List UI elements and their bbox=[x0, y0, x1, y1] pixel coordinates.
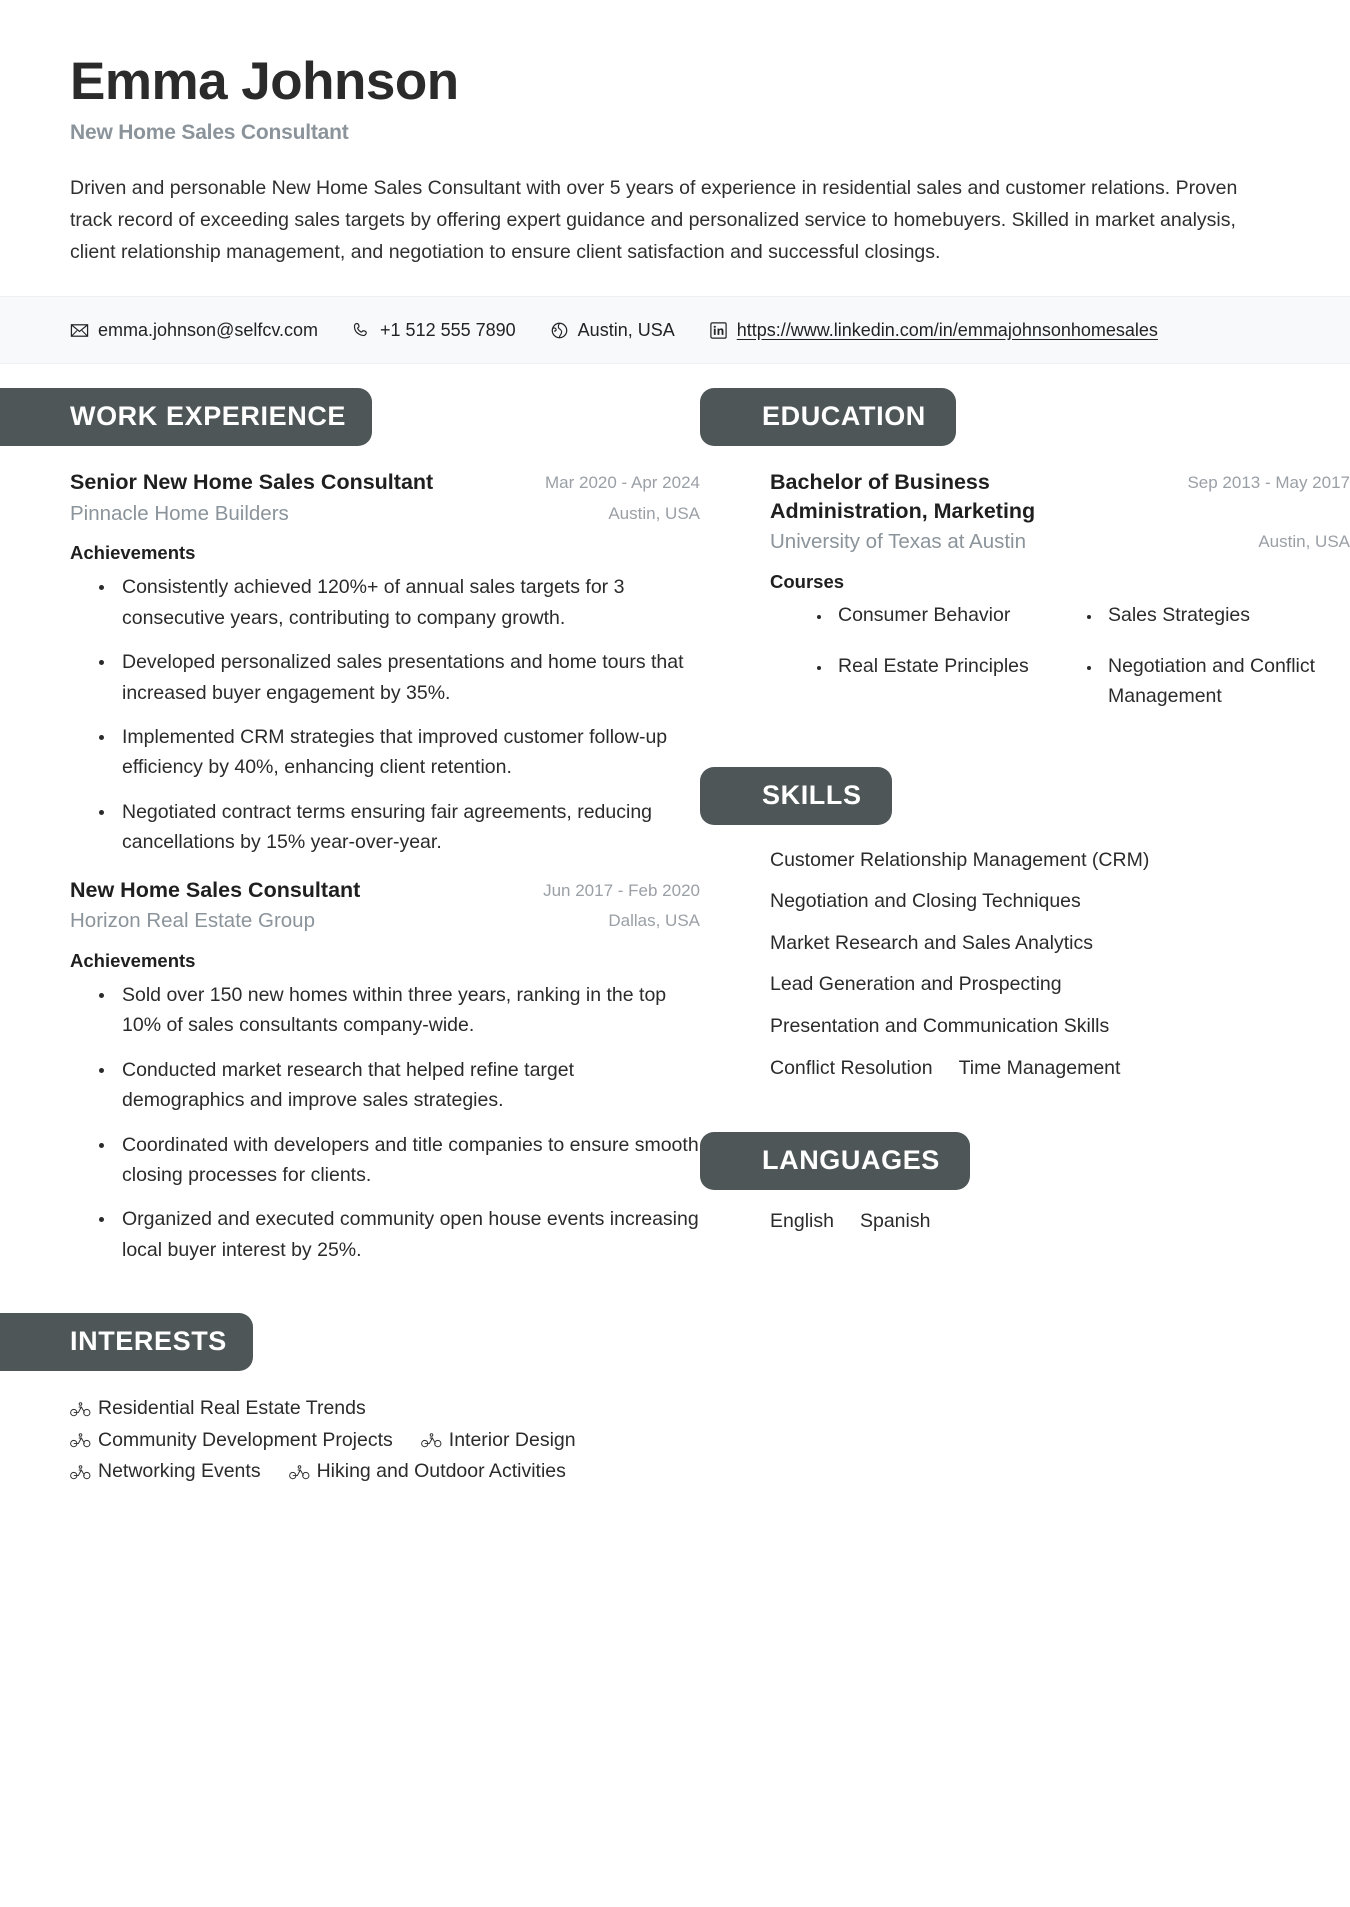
contact-linkedin[interactable] bbox=[709, 320, 1158, 341]
phone-icon bbox=[352, 321, 371, 340]
list-item: • Sold over 150 new homes within three years, ranking in the top 10% of sales consultants company-wide. bbox=[116, 980, 700, 1041]
work-entry bbox=[0, 876, 700, 1266]
section-header-languages: LANGUAGES bbox=[700, 1132, 970, 1190]
list-item: Spanish bbox=[859, 1210, 931, 1233]
bicycle-icon bbox=[70, 1401, 91, 1417]
header-job-title: New Home Sales Consultant bbox=[70, 121, 349, 145]
education-location: Austin, USA bbox=[1258, 532, 1350, 552]
contact-phone[interactable] bbox=[352, 320, 516, 341]
bicycle-icon bbox=[289, 1464, 310, 1480]
list-item bbox=[70, 1393, 366, 1425]
list-item: Lead Generation and Prospecting bbox=[770, 973, 1062, 996]
contact-email[interactable] bbox=[70, 320, 318, 341]
list-item: Presentation and Communication Skills bbox=[770, 1015, 1110, 1038]
education-school: University of Texas at Austin bbox=[770, 530, 1026, 554]
list-item: • Organized and executed community open house events increasing local buyer interest by 25%. bbox=[116, 1204, 700, 1265]
envelope-icon bbox=[70, 321, 89, 340]
achievements-list bbox=[70, 572, 700, 857]
list-item bbox=[70, 1425, 393, 1457]
interest-label: Networking Events bbox=[98, 1460, 261, 1483]
skills-list bbox=[700, 845, 1350, 1094]
list-item: Conflict Resolution bbox=[770, 1056, 933, 1079]
list-item bbox=[421, 1425, 576, 1457]
right-column bbox=[700, 388, 1350, 1488]
section-header-interests: INTERESTS bbox=[0, 1313, 253, 1371]
work-entry-date: Jun 2017 - Feb 2020 bbox=[543, 880, 700, 900]
courses-column-1 bbox=[810, 601, 1080, 733]
professional-summary: Driven and personable New Home Sales Consultant with over 5 years of experience in residential sales and customer relations. Proven track record of exceeding sales targets by offering expert guidance and personalized service to homebuyers. Skilled in market analysis, client relationship management, and negotiation to ensure client satisfaction and successful closings. bbox=[70, 177, 1238, 263]
resume-header bbox=[0, 0, 1350, 268]
education-date: Sep 2013 - May 2017 bbox=[1187, 473, 1350, 493]
education-degree: Bachelor of Business Administration, Marketing bbox=[770, 470, 1036, 523]
list-item: English bbox=[770, 1210, 834, 1233]
list-item: • Negotiated contract terms ensuring fair agreements, reducing cancellations by 15% year-over-year. bbox=[116, 797, 700, 858]
achievements-label: Achievements bbox=[70, 949, 196, 971]
work-entry-location: Austin, USA bbox=[608, 503, 700, 523]
education-entry bbox=[700, 468, 1350, 733]
section-header-skills: SKILLS bbox=[700, 767, 892, 825]
languages-section bbox=[700, 1132, 1350, 1233]
body-columns bbox=[0, 364, 1350, 1488]
contact-location-text: Austin, USA bbox=[577, 319, 675, 340]
list-item: • Negotiation and Conflict Management bbox=[1102, 652, 1350, 711]
left-column bbox=[0, 388, 700, 1488]
languages-list bbox=[700, 1210, 1350, 1233]
courses-label: Courses bbox=[770, 571, 845, 592]
list-item: Customer Relationship Management (CRM) bbox=[770, 848, 1150, 871]
interests-list bbox=[0, 1393, 620, 1488]
list-item bbox=[70, 1456, 261, 1488]
list-item bbox=[289, 1456, 566, 1488]
interest-label: Residential Real Estate Trends bbox=[98, 1397, 366, 1420]
list-item: Time Management bbox=[958, 1056, 1121, 1079]
section-header-work-experience: WORK EXPERIENCE bbox=[0, 388, 372, 446]
work-experience-section bbox=[0, 388, 700, 446]
work-entry-date: Mar 2020 - Apr 2024 bbox=[545, 473, 700, 493]
list-item: • Developed personalized sales presentations and home tours that increased buyer engagement by 35%. bbox=[116, 647, 700, 708]
list-item: Negotiation and Closing Techniques bbox=[770, 890, 1081, 913]
contact-email-text: emma.johnson@selfcv.com bbox=[98, 319, 319, 340]
work-entry bbox=[0, 468, 700, 858]
contact-location bbox=[550, 320, 675, 341]
courses-column-2 bbox=[1080, 601, 1350, 733]
work-entry-organization: Horizon Real Estate Group bbox=[70, 909, 315, 933]
section-header-education: EDUCATION bbox=[700, 388, 956, 446]
contact-bar bbox=[0, 296, 1350, 364]
list-item: • Consumer Behavior bbox=[832, 601, 1080, 630]
interest-label: Community Development Projects bbox=[98, 1428, 393, 1451]
list-item: • Implemented CRM strategies that improved customer follow-up efficiency by 40%, enhancing client retention. bbox=[116, 722, 700, 783]
interests-section bbox=[0, 1313, 700, 1488]
list-item: Market Research and Sales Analytics bbox=[770, 931, 1093, 954]
work-entry-title: New Home Sales Consultant bbox=[70, 877, 361, 902]
courses-list bbox=[770, 601, 1350, 733]
interest-label: Interior Design bbox=[448, 1428, 576, 1451]
contact-linkedin-link[interactable]: https://www.linkedin.com/in/emmajohnsonhomesales bbox=[736, 319, 1158, 340]
list-item: • Sales Strategies bbox=[1102, 601, 1350, 630]
list-item: • Coordinated with developers and title companies to ensure smooth closing processes for clients. bbox=[116, 1130, 700, 1191]
work-entry-location: Dallas, USA bbox=[608, 911, 700, 931]
skills-section bbox=[700, 767, 1350, 1094]
education-section bbox=[700, 388, 1350, 733]
bicycle-icon bbox=[421, 1433, 442, 1449]
globe-icon bbox=[550, 321, 569, 340]
list-item: • Real Estate Principles bbox=[832, 652, 1080, 681]
bicycle-icon bbox=[70, 1433, 91, 1449]
page-title: Emma Johnson bbox=[70, 52, 459, 111]
list-item: • Consistently achieved 120%+ of annual sales targets for 3 consecutive years, contributing to company growth. bbox=[116, 572, 700, 633]
achievements-label: Achievements bbox=[70, 542, 196, 564]
interest-label: Hiking and Outdoor Activities bbox=[316, 1460, 566, 1483]
linkedin-icon bbox=[709, 321, 728, 340]
list-item: • Conducted market research that helped refine target demographics and improve sales strategies. bbox=[116, 1055, 700, 1116]
bicycle-icon bbox=[70, 1464, 91, 1480]
achievements-list bbox=[70, 980, 700, 1265]
work-entry-title: Senior New Home Sales Consultant bbox=[70, 470, 434, 495]
work-entry-organization: Pinnacle Home Builders bbox=[70, 501, 289, 525]
contact-phone-text: +1 512 555 7890 bbox=[380, 319, 516, 340]
